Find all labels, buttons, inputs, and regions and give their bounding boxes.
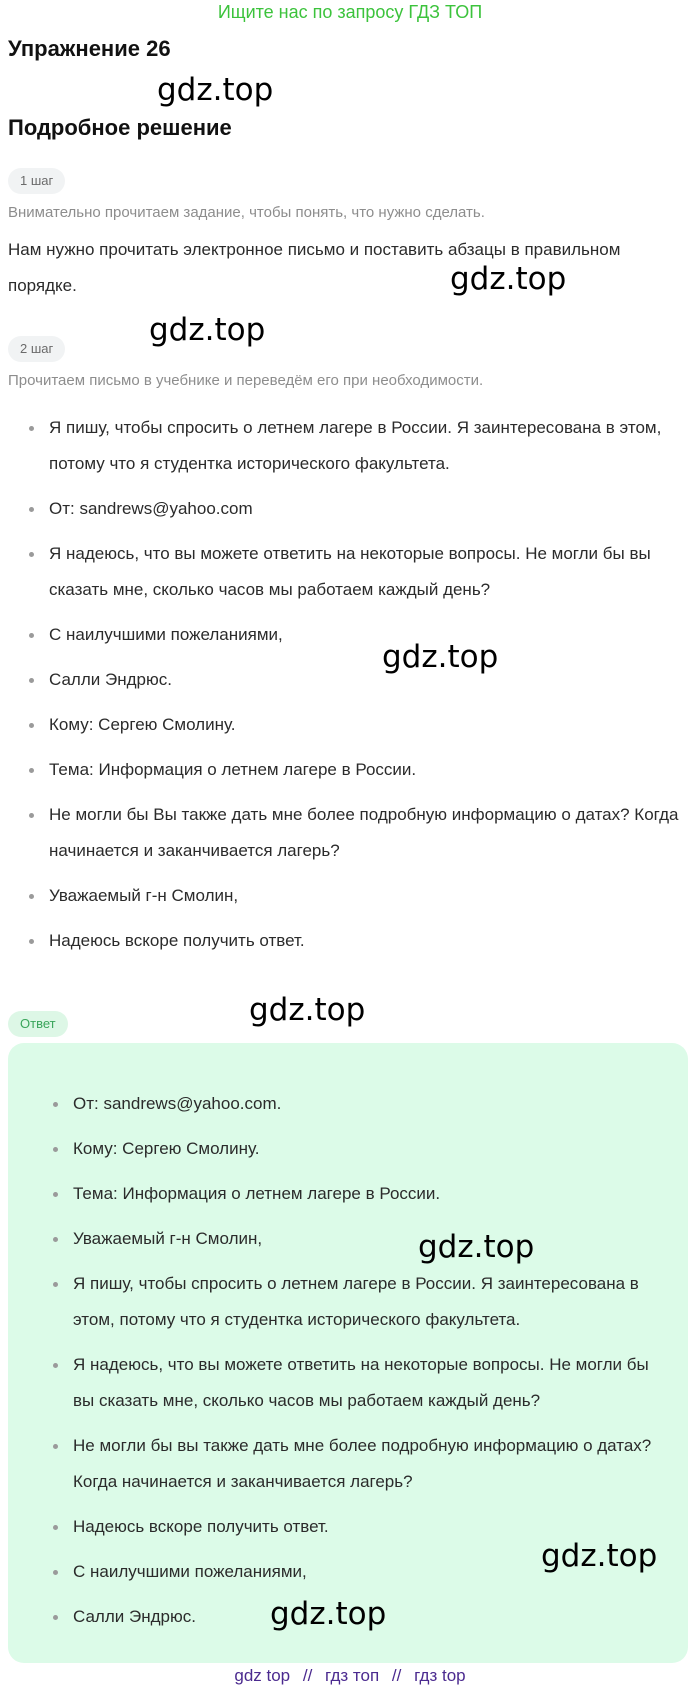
list-item: Не могли бы Вы также дать мне более подробную информацию о датах? Когда начинается и заканчивается лагерь? [49,797,689,869]
list-item: С наилучшими пожеланиями, [73,1554,673,1590]
footer-links [0,1663,700,1689]
solution-title: Подробное решение [8,115,232,140]
list-item: От: sandrews@yahoo.com. [73,1086,673,1122]
list-item: Не могли бы вы также дать мне более подробную информацию о датах? Когда начинается и заканчивается лагерь? [73,1428,673,1500]
watermark: gdz.top [157,72,274,108]
step-1-text: Нам нужно прочитать электронное письмо и поставить абзацы в правильном порядке. [8,240,621,295]
list-item: Я надеюсь, что вы можете ответить на некоторые вопросы. Не могли бы вы сказать мне, сколько часов мы работаем каждый день? [73,1347,673,1419]
list-item: Тема: Информация о летнем лагере в России. [73,1176,673,1212]
footer-link-gdz-top[interactable]: gdz top [234,1666,291,1685]
watermark: gdz.top [418,1229,535,1265]
list-item: Я надеюсь, что вы можете ответить на некоторые вопросы. Не могли бы вы сказать мне, сколько часов мы работаем каждый день? [49,536,689,608]
step-1-badge: 1 шаг [8,168,65,194]
exercise-title: Упражнение 26 [8,36,171,61]
list-item: Тема: Информация о летнем лагере в России. [49,752,689,788]
footer-link-gdz-top-ru[interactable]: гдз топ [325,1666,380,1685]
list-item: Салли Эндрюс. [49,662,689,698]
list-item: Я пишу, чтобы спросить о летнем лагере в России. Я заинтересована в этом, потому что я студентка исторического факультета. [73,1266,673,1338]
step-2-badge: 2 шаг [8,336,65,362]
list-item: Уважаемый г-н Смолин, [49,878,689,914]
list-item: От: sandrews@yahoo.com [49,491,689,527]
watermark: gdz.top [149,312,266,348]
list-item: Я пишу, чтобы спросить о летнем лагере в России. Я заинтересована в этом, потому что я студентка исторического факультета. [49,410,689,482]
list-item: Кому: Сергею Смолину. [49,707,689,743]
step-1-instruction: Внимательно прочитаем задание, чтобы понять, что нужно сделать. [8,204,485,221]
list-item: С наилучшими пожеланиями, [49,617,689,653]
watermark: gdz.top [249,992,366,1028]
list-item: Салли Эндрюс. [73,1599,673,1635]
footer-separator: // [302,1666,313,1685]
watermark: gdz.top [450,261,567,297]
watermark: gdz.top [382,639,499,675]
footer-link-gdz-top-mixed[interactable]: гдз top [414,1666,466,1685]
answer-badge: Ответ [8,1011,68,1037]
watermark: gdz.top [270,1596,387,1632]
list-item: Кому: Сергею Смолину. [73,1131,673,1167]
watermark: gdz.top [541,1538,658,1574]
footer-separator: // [391,1666,402,1685]
list-item: Уважаемый г-н Смолин, [73,1221,673,1257]
list-item: Надеюсь вскоре получить ответ. [49,923,689,959]
search-banner: Ищите нас по запросу ГДЗ ТОП [217,2,483,22]
list-item: Надеюсь вскоре получить ответ. [73,1509,673,1545]
letter-paragraph-list [49,410,689,968]
step-2-instruction: Прочитаем письмо в учебнике и переведём его при необходимости. [8,372,484,389]
